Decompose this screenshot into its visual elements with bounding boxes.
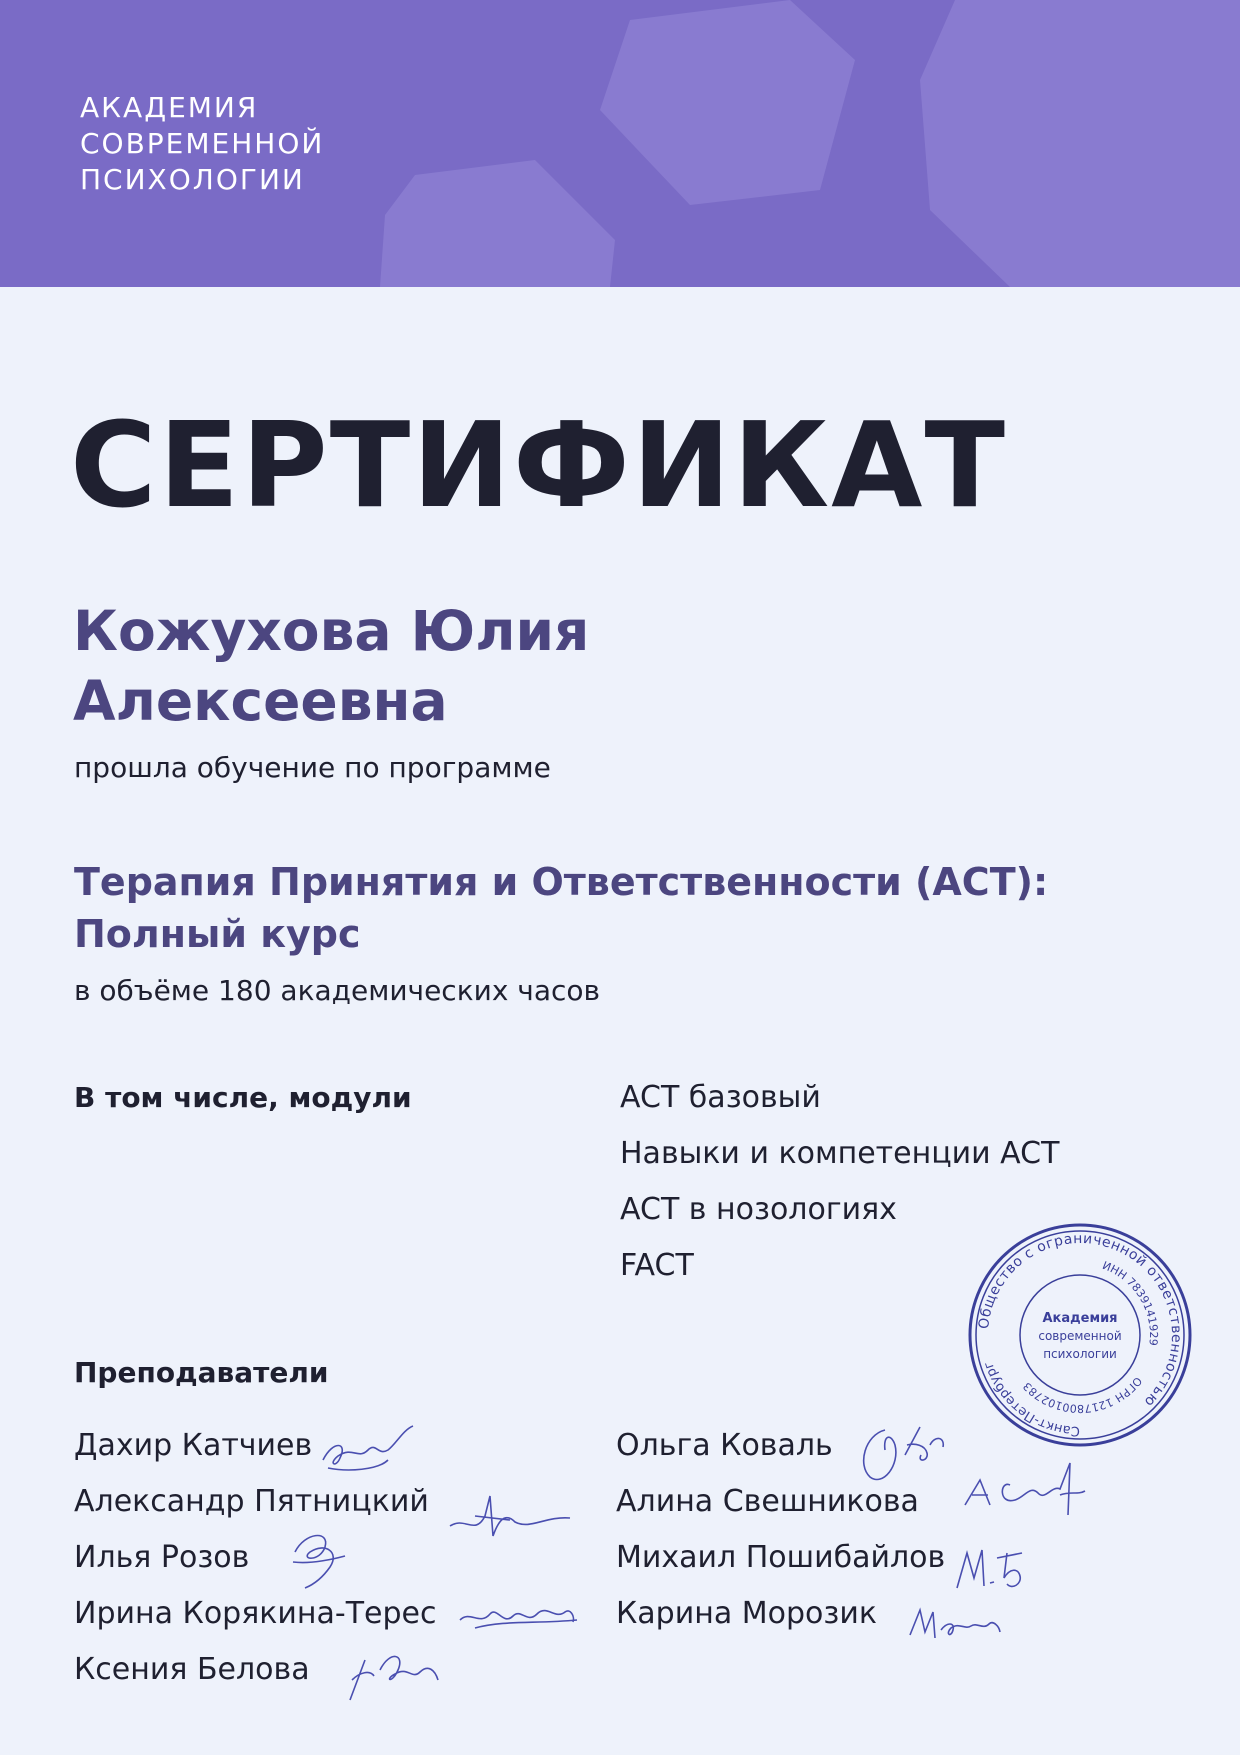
svg-text:Академия: Академия	[1042, 1311, 1118, 1326]
svg-text:психологии: психологии	[1043, 1347, 1117, 1361]
teacher-name: Ирина Корякина-Терес	[74, 1596, 437, 1631]
recipient-name-line-1: Кожухова Юлия	[73, 599, 590, 663]
svg-text:современной: современной	[1038, 1329, 1122, 1343]
module-item: ACT базовый	[620, 1080, 821, 1115]
signature-image	[285, 1522, 355, 1592]
module-item: Навыки и компетенции ACT	[620, 1136, 1060, 1171]
teacher-name: Дахир Катчиев	[74, 1428, 313, 1463]
teacher-name: Ольга Коваль	[616, 1428, 833, 1463]
logo-line-2: СОВРЕМЕННОЙ	[80, 127, 325, 160]
header-banner	[0, 0, 1240, 287]
academy-logo	[80, 90, 324, 198]
modules-heading: В том числе, модули	[74, 1081, 412, 1114]
svg-text:ИНН 7839141929: ИНН 7839141929	[1100, 1258, 1161, 1347]
company-stamp	[965, 1220, 1195, 1450]
logo-line-3: ПСИХОЛОГИИ	[80, 163, 305, 196]
module-item: ACT в нозологиях	[620, 1192, 897, 1227]
signature-image	[855, 1415, 950, 1490]
recipient-name-line-2: Алексеевна	[73, 669, 448, 733]
program-title-line-1: Терапия Принятия и Ответственности (ACT):	[74, 860, 1049, 904]
logo-line-1: АКАДЕМИЯ	[80, 91, 259, 124]
program-title	[74, 856, 1048, 960]
signature-image	[445, 1486, 575, 1546]
signature-image	[952, 1528, 1032, 1598]
signature-image	[905, 1600, 1005, 1645]
program-title-line-2: Полный курс	[74, 912, 361, 956]
recipient-name	[73, 596, 589, 736]
teacher-name: Ксения Белова	[74, 1652, 310, 1687]
teacher-name: Карина Морозик	[616, 1596, 877, 1631]
module-item: FACT	[620, 1248, 694, 1283]
teacher-name: Михаил Пошибайлов	[616, 1540, 946, 1575]
teacher-name: Александр Пятницкий	[74, 1484, 429, 1519]
teacher-name: Илья Розов	[74, 1540, 250, 1575]
svg-text:Общество с ограниченной ответс: Общество с ограниченной ответственностью	[976, 1230, 1185, 1410]
teachers-heading: Преподаватели	[74, 1356, 329, 1389]
hours-text: в объёме 180 академических часов	[74, 974, 601, 1007]
teacher-name: Алина Свешникова	[616, 1484, 919, 1519]
signature-image	[340, 1640, 445, 1710]
svg-text:Санкт-Петербург: Санкт-Петербург	[981, 1359, 1081, 1439]
certificate-title: СЕРТИФИКАТ	[70, 396, 1007, 534]
signature-image	[455, 1590, 580, 1640]
svg-text:ОГРН 1217800102783: ОГРН 1217800102783	[1020, 1374, 1145, 1416]
completed-text: прошла обучение по программе	[74, 751, 551, 784]
signature-image	[960, 1455, 1090, 1525]
signature-image	[318, 1420, 423, 1480]
